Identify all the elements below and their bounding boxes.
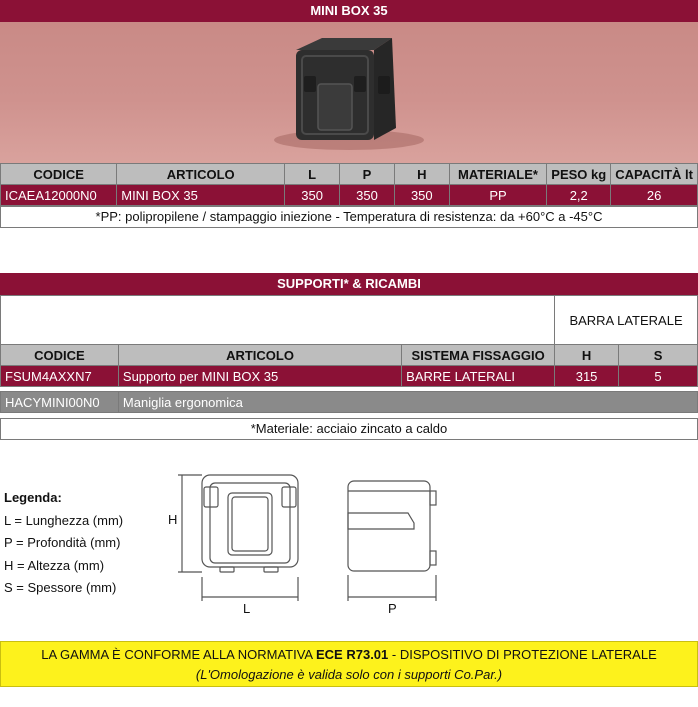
col-h: H (555, 345, 619, 366)
cell-articolo: Maniglia ergonomica (118, 392, 697, 413)
col-codice: CODICE (1, 345, 119, 366)
product-title: MINI BOX 35 (310, 3, 388, 18)
dim-h-label: H (168, 512, 178, 527)
col-articolo: ARTICOLO (118, 345, 401, 366)
table-row (1, 185, 698, 206)
compliance-norm: ECE R73.01 (316, 647, 389, 662)
cell-s: 5 (619, 366, 698, 387)
col-capacita: CAPACITÀ lt (611, 164, 698, 185)
cell-materiale: PP (449, 185, 547, 206)
col-p: P (340, 164, 395, 185)
supports-note: *Materiale: acciaio zincato a caldo (0, 418, 698, 440)
cell-codice: ICAEA12000N0 (1, 185, 117, 206)
legend-item-h: H = Altezza (mm) (4, 557, 105, 573)
supports-table (0, 295, 698, 413)
cell-articolo: MINI BOX 35 (117, 185, 285, 206)
col-sistema-fissaggio: SISTEMA FISSAGGIO (402, 345, 555, 366)
legend (4, 487, 123, 600)
supports-table-header (1, 345, 698, 366)
cell-peso: 2,2 (547, 185, 611, 206)
cell-h: 350 (394, 185, 449, 206)
product-title-bar (0, 0, 698, 22)
cell-codice: HACYMINI00N0 (1, 392, 119, 413)
compliance-text-end: - DISPOSITIVO DI PROTEZIONE LATERALE (388, 647, 657, 662)
legend-item-s: S = Spessore (mm) (4, 580, 117, 595)
supports-title: SUPPORTI* & RICAMBI (277, 276, 421, 291)
mini-box-image (0, 22, 698, 163)
col-peso: PESO kg (547, 164, 611, 185)
cell-p: 350 (340, 185, 395, 206)
legend-title: Legenda: (4, 490, 62, 505)
technical-drawing (160, 465, 480, 625)
dim-l-label: L (243, 601, 251, 616)
col-h: H (394, 164, 449, 185)
compliance-banner (0, 641, 698, 687)
cell-sistema: BARRE LATERALI (402, 366, 555, 387)
compliance-line-2: (L'Omologazione è valida solo con i supporti Co.Par.) (195, 667, 503, 682)
legend-item-p: P = Profondità (mm) (4, 535, 121, 550)
product-photo (0, 22, 698, 163)
cell-capacita: 26 (611, 185, 698, 206)
product-note: *PP: polipropilene / stampaggio iniezione - Temperatura di resistenza: da +60°C a -45°C (0, 206, 698, 228)
col-l: L (285, 164, 340, 185)
cell-codice: FSUM4AXXN7 (1, 366, 119, 387)
cell-l: 350 (285, 185, 340, 206)
dim-p-label: P (388, 601, 397, 616)
empty-cell (1, 296, 555, 345)
product-table-header (1, 164, 698, 185)
table-row (1, 366, 698, 387)
col-codice: CODICE (1, 164, 117, 185)
col-materiale: MATERIALE* (449, 164, 547, 185)
cell-h: 315 (555, 366, 619, 387)
supports-title-bar (0, 273, 698, 295)
supports-group-row (1, 296, 698, 345)
legend-item-l: L = Lunghezza (mm) (4, 512, 124, 528)
barra-laterale-header: BARRA LATERALE (555, 296, 698, 345)
col-articolo: ARTICOLO (117, 164, 285, 185)
cell-articolo: Supporto per MINI BOX 35 (118, 366, 401, 387)
product-table (0, 163, 698, 206)
table-row (1, 392, 698, 413)
compliance-line-1 (1, 645, 697, 665)
compliance-text: LA GAMMA È CONFORME ALLA NORMATIVA (41, 647, 316, 662)
col-s: S (619, 345, 698, 366)
